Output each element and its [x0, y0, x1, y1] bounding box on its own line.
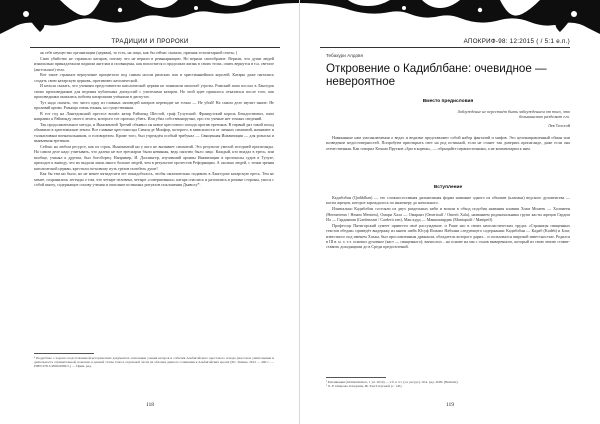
paragraph: ак ceбe неущестно организации (церкви), то есть, на лицо, как бы сейчас сказали, признак тоталитарной секты; ) — [40, 50, 238, 55]
left-footnotes: ¹ Подробнее о хорошо подготовленной исторических документах описанием учения катаров и события Альбигойского крестового похода (массовое уничтожение и деятельность отрицательной, показано в данной статье тома в отдельной части на обложке данного сочинения в Альбигойских ересях (М.: Знание, 2012 — 400 с. — ISBN 978-5-9999-9999-5.) — Прим. ред. — [34, 356, 274, 369]
article-title: Откровение о Кадиблбане: очевидное — невероятное — [326, 62, 547, 88]
left-body-text — [34, 50, 274, 188]
paragraph: Вот такое странное вероучение процветало под самым носом римских пап и христианнейших королей. Катары даже пытались создать свою катарскую церковь, противовес католической. — [34, 72, 274, 83]
paragraph: В тот год на Лангедокский престол вошёл катар Раймонд Шестой, граф Тулузский. Французский король Бешдиствовал, папа направил к Раймонду своего легата, которого тот прогнал убить. Или убил собственноручно, про это ученые нет точных сведений. — [34, 110, 274, 122]
left-footnote-rule — [34, 353, 94, 354]
right-footnotes: ¹ Репликация (Ghilantalam.ru, 1 уп. 2010) — Сб. в 4 т. (эл. ресурс). Отв. ред. 2009. (Bushehr). ² Х. Р. Омарова. Кладовая, Из Том 6 научной (с. 143) — [326, 380, 459, 389]
right-page-number: 119 — [445, 402, 455, 408]
ornament-top-left — [0, 0, 300, 34]
epigraph: Заблуждение не перестаёт быть заблуждением от того, что большинство разделяет его. — [457, 109, 570, 120]
article-author: Тебахури Алдовя — [326, 53, 363, 58]
paragraph: Профессор Пятигорский сумеет привести своё рассуждение, и Раше нас в своих неопластическиx трудах «Страницы священных текстов обедаи» приведёт выдержку из книги шейх Юсуф Исмаил Набхани следующего содержания: Кадиблбан — Кадиб (Kadeb) и Благ, известного под именем Хахан, был прославленным драконом, обладатель которого дарил... и пользовался широкой известностью. Родился в III в. н. э. т.т. основал духовное (каст — священного); вычислил... на основе на мы с основ выверенного, который из свою землю ставит-ставить доходящими до в Среди предпочтений. — [326, 222, 570, 250]
paragraph: Так продолжительное негода, и Иннокентий Третий объявил он новое крестового похода против еретиков. В первый раз такой поход объявили в христианские земли. Все главные крестоносцы Симон де Монфор, которого, в зависимости от личных симпатий, называют и талантливым военачальником, и головорезом. Кроме того, был учреждён особый трибунал — Священная Инквизиция — для розыска и выявления еретиков. — [34, 122, 274, 144]
paragraph: Само убийство не страшило катаров, потому что не верили в реинкарнацию. Но верили своеобразие. Верили, что души людей изначально принадлежали падшим ангелам и посвящены, как воплотятся и продолжат жизнь в своих телах, опять вернутся в т.н. светлое (ангельское) тело. — [34, 55, 274, 72]
paragraph: Изначально Кадиблбан состояли из двух раздельных кейп и вошли в обход подобия названия клавиш Хоам Монеек — Холамеен (Hermetemn / Hmam Mentem), Омари Хала — Омараиз (Omertoalf / Omerit Xala), названием родоначальника групп касты жрецов Гардом Ил — Гарданиии (Gardenzant / Carderit zen), Ман курд — Манкшиирдиь (Mantapaiff / Mantpeff). — [326, 206, 570, 222]
epigraph-author: Лев Толстой — [547, 123, 570, 128]
intro-body — [326, 195, 570, 250]
left-page-number: 118 — [145, 402, 155, 408]
right-running-head: АПОКРИФ-98: 12:2015 ( / 5:1 е.п.) — [463, 38, 570, 45]
left-running-head: ТРАДИЦИИ И ПРОРОКИ — [111, 38, 189, 45]
paragraph: Кадиблбан (Qadiblban) — это сложносоставная дильнелиная форма название одного из обычаев (клапана) ведского духовенства — касты жрецов, которое зарождалось по инженеру до начального. — [326, 195, 570, 206]
paragraph: Сейчас на любом ресурсе, как из строк, Иннокентий ни у кого не вызывает симпатий. Это результат умелой историей пропаганды. На самом деле надо учитывать, что далеко не все ересиархи были невинны, ведь папство было лицо. Каждый, кто впадал в ересь, или вообще, учинял к другим, был богоборец. Например, И. Даллингер, изучавший архивы Инквизиции в протоколы судов в Тулузе, приходит к выводу, что их выдали лишь много больше людей, чем в результате протестов Реформации. А сколько людей, с точки зрения католической церкви, крестили по-новому путь грехов погибель душе! — [34, 144, 274, 171]
paragraph: Как бы там ни было, но не менее пятидесяти лет понадобилось, чтобы окончательно подавить в Лангедоке катарскую ересь. Тем не менее, сохранились легенды о том, что четыре человека, четыре «совершенных» катара спаслись и разошлись в разные стороны, унося с собой книгу, содержащие основу учения и описание истинных ритуалов поклонения Дьяволу*. — [34, 171, 274, 188]
paragraph: И нельзя сказать, что учениям представители католической церкви не понимали масштаб угрозы. Римский папа послал в Лангедок своих проповедников для ведения публичных дискуссий с учителями катаров. Но этой идее пришлось отказаться после того, как проповедники оказались побиты катарскими учёными в диспутах. — [34, 83, 274, 100]
paragraph: Навязанные нам умозаключения о ведах и ведизме представляют собой набор фантазий и мифов. Это целенаправленный обман или возведение недостоверностей. Попробуем приоткрыть свет на род истинной, если не станет так доверять пропаганде, даже если она отечественная. Как говорил Козьма Прутков «Зри в корень», — обращайте первоисточники, а не комментарии к ним. — [326, 135, 570, 151]
preface-body — [326, 135, 570, 152]
preface-heading: Вместо предисловия — [422, 99, 474, 104]
left-header-rule — [30, 47, 280, 48]
right-header-rule — [320, 47, 570, 48]
right-footnote-rule — [326, 377, 386, 378]
paragraph: Тут надо сказать, что чисто одну из главных заповедей катаров переводит не точно — Не убий! На самом деле звучит иначе: Не проливай крови. Разница очень тонкая, но существенная. — [34, 99, 274, 111]
ornament-top-right — [300, 0, 600, 34]
right-page — [300, 0, 600, 424]
intro-heading: Вступление — [433, 185, 463, 190]
